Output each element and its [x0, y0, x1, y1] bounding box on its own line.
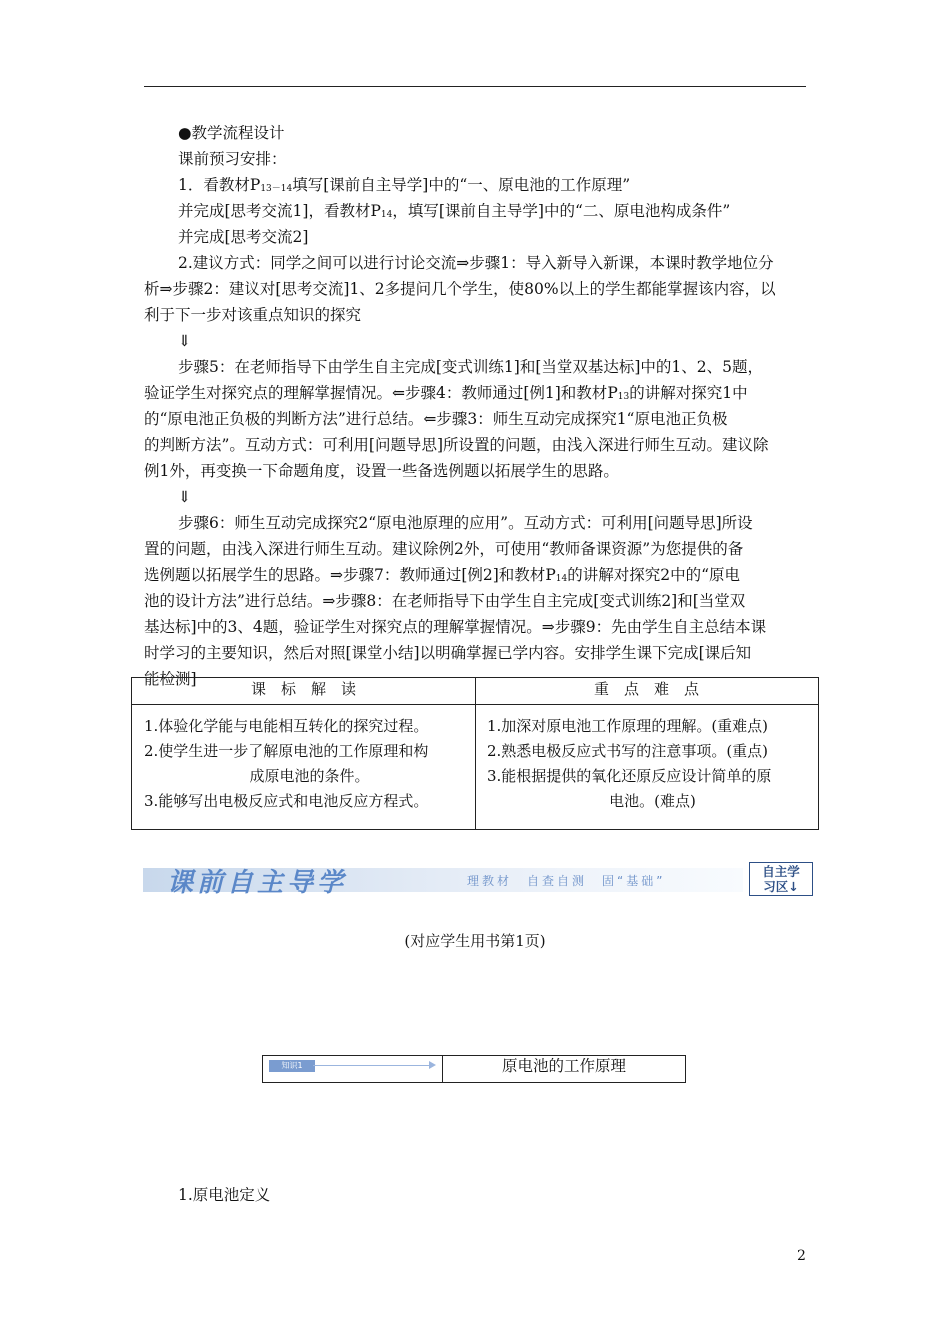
item1-line3: 并完成[思考交流2] [178, 228, 309, 246]
table-header-right: 重 点 难 点 [475, 678, 818, 705]
step6-line2: 置的问题，由浅入深进行师生互动。建议除例2外，可使用“教师备课资源”为您提供的备 [144, 540, 744, 558]
down-arrow: ⇓ [178, 488, 191, 506]
banner-title: 课前自主导学 [167, 868, 348, 898]
step5-line4: 的判断方法”。互动方式：可利用[问题导思]所设置的问题，由浅入深进行师生互动。建议除 [144, 436, 769, 454]
item1-line2: 并完成[思考交流1]，看教材$P_{14}$，填写[课前自主导学]中的“二、原电池构成条件” [178, 202, 731, 220]
step5-line2: 验证学生对探究点的理解掌握情况。⇐步骤4：教师通过[例1]和教材$P_{13}$的讲解对探究1中 [144, 384, 748, 402]
table-cell: 成原电池的条件。 [249, 767, 370, 785]
item2-line2: 析⇒步骤2：建议对[思考交流]1、2多提问几个学生，使80%以上的学生都能掌握该内容，以 [144, 280, 776, 298]
table-col-left [132, 705, 475, 829]
banner-subtitle: 理教材 自查自测 固“基础” [467, 874, 666, 888]
banner-badge [749, 862, 813, 896]
step5-line5: 例1外，再变换一下命题角度，设置一些备选例题以拓展学生的思路。 [144, 462, 619, 480]
table-cell: 1.体验化学能与电能相互转化的探究过程。 [144, 717, 429, 735]
step6-line3: 选例题以拓展学生的思路。⇒步骤7：教师通过[例2]和教材$P_{14}$的讲解对探究2中的“原电 [144, 566, 740, 584]
down-arrow: ⇓ [178, 332, 191, 350]
topic-label-cell [263, 1056, 443, 1082]
arrow-right-icon [429, 1061, 436, 1069]
banner-badge-line1: 自主学 [762, 864, 800, 879]
table-cell: 3.能根据提供的氧化还原反应设计简单的原 [487, 767, 772, 785]
arrow-line [313, 1065, 431, 1066]
topic-box [262, 1055, 686, 1083]
step6-line4: 池的设计方法”进行总结。⇒步骤8：在老师指导下由学生自主完成[变式训练2]和[当堂双 [144, 592, 746, 610]
topic-title: 原电池的工作原理 [501, 1057, 626, 1075]
table-cell: 2.使学生进一步了解原电池的工作原理和构 [144, 742, 429, 760]
step5-line1: 步骤5：在老师指导下由学生自主完成[变式训练1]和[当堂双基达标]中的1、2、5题， [178, 358, 763, 376]
step5-line3: 的“原电池正负极的判断方法”进行总结。⇐步骤3：师生互动完成探究1“原电池正负极 [144, 410, 728, 428]
table-header-left: 课 标 解 读 [132, 678, 475, 705]
item2-line1: 2.建议方式：同学之间可以进行讨论交流⇒步骤1：导入新导入新课，本课时教学地位分 [178, 254, 774, 272]
table-cell: 2.熟悉电极反应式书写的注意事项。(重点) [487, 742, 769, 760]
table-cell: 电池。(难点) [609, 792, 696, 810]
flow-title: ●教学流程设计 [178, 124, 285, 142]
table-cell: 3.能够写出电极反应式和电池反应方程式。 [144, 792, 429, 810]
step6-line1: 步骤6：师生互动完成探究2“原电池原理的应用”。互动方式：可利用[问题导思]所设 [178, 514, 753, 532]
step6-line6: 时学习的主要知识，然后对照[课堂小结]以明确掌握已学内容。安排学生课下完成[课后知 [144, 644, 752, 662]
table-col-right [475, 705, 818, 829]
table-cell: 1.加深对原电池工作原理的理解。(重难点) [487, 717, 769, 735]
topic-tag: 知识1 [269, 1060, 315, 1072]
item2-line3: 利于下一步对该重点知识的探究 [144, 306, 362, 324]
book-reference: (对应学生用书第1页) [404, 932, 546, 950]
section-banner [143, 860, 815, 898]
page-number: 2 [797, 1248, 806, 1264]
banner-badge-line2: 习区↓ [763, 879, 799, 894]
flow-section [144, 120, 806, 692]
preview-label: 课前预习安排： [178, 150, 287, 168]
standards-table [131, 677, 819, 830]
step6-line5: 基达标]中的3、4题，验证学生对探究点的理解掌握情况。⇒步骤9：先由学生自主总结本课 [144, 618, 767, 636]
section-heading: 1.原电池定义 [178, 1186, 271, 1204]
header-rule [144, 86, 806, 87]
item1-line1: 1．看教材$P_{13-14}$填写[课前自主导学]中的“一、原电池的工作原理” [178, 176, 631, 194]
step6-line7: 能检测] [144, 670, 197, 688]
